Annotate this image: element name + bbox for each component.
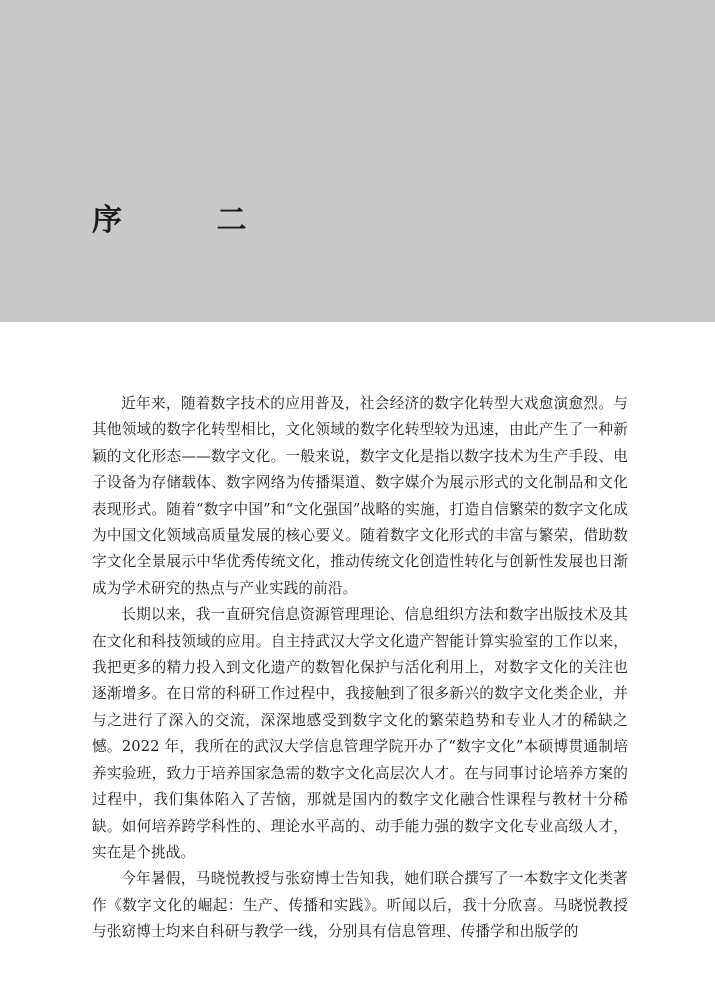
body-text [92, 391, 628, 946]
paragraph-1: 近年来，随着数字技术的应用普及，社会经济的数字化转型大戏愈演愈烈。与其他领域的数字化转型相比，文化领域的数字化转型较为迅速，由此产生了一种新颖的文化形态——数字文化。一般来说，数字文化是指以数字技术为生产手段、电子设备为存储载体、数字网络为传播渠道、数字媒介为展示形式的文化制品和文化表现形式。随着“数字中国”和“文化强国”战略的实施，打造自信繁荣的数字文化成为中国文化领域高质量发展的核心要义。随着数字文化形式的丰富与繁荣，借助数字文化全景展示中华优秀传统文化，推动传统文化创造性转化与创新性发展也日渐成为学术研究的热点与产业实践的前沿。 [92, 395, 628, 597]
chapter-header-band [0, 0, 715, 322]
paragraph-3: 今年暑假，马晓悦教授与张窈博士告知我，她们联合撰写了一本数字文化类著作《数字文化的崛起：生产、传播和实践》。听闻以后，我十分欣喜。马晓悦教授与张窈博士均来自科研与教学一线，分别具有信息管理、传播学和出版学的 [92, 870, 628, 941]
chapter-title: 序 二 [92, 203, 289, 238]
paragraph-2: 长期以来，我一直研究信息资源管理理论、信息组织方法和数字出版技术及其在文化和科技领域的应用。自主持武汉大学文化遗产智能计算实验室的工作以来，我把更多的精力投入到文化遗产的数智化保护与活化利用上，对数字文化的关注也逐渐增多。在日常的科研工作过程中，我接触到了很多新兴的数字文化类企业，并与之进行了深入的交流，深深地感受到数字文化的繁荣趋势和专业人才的稀缺之憾。2022 年，我所在的武汉大学信息管理学院开办了“数字文化”本硕博贯通制培养实验班，致力于培养国家急需的数字文化高层次人才。在与同事讨论培养方案的过程中，我们集体陷入了苦恼，那就是国内的数字文化融合性课程与教材十分稀缺。如何培养跨学科性的、理论水平高的、动手能力强的数字文化专业高级人才，实在是个挑战。 [92, 606, 628, 861]
